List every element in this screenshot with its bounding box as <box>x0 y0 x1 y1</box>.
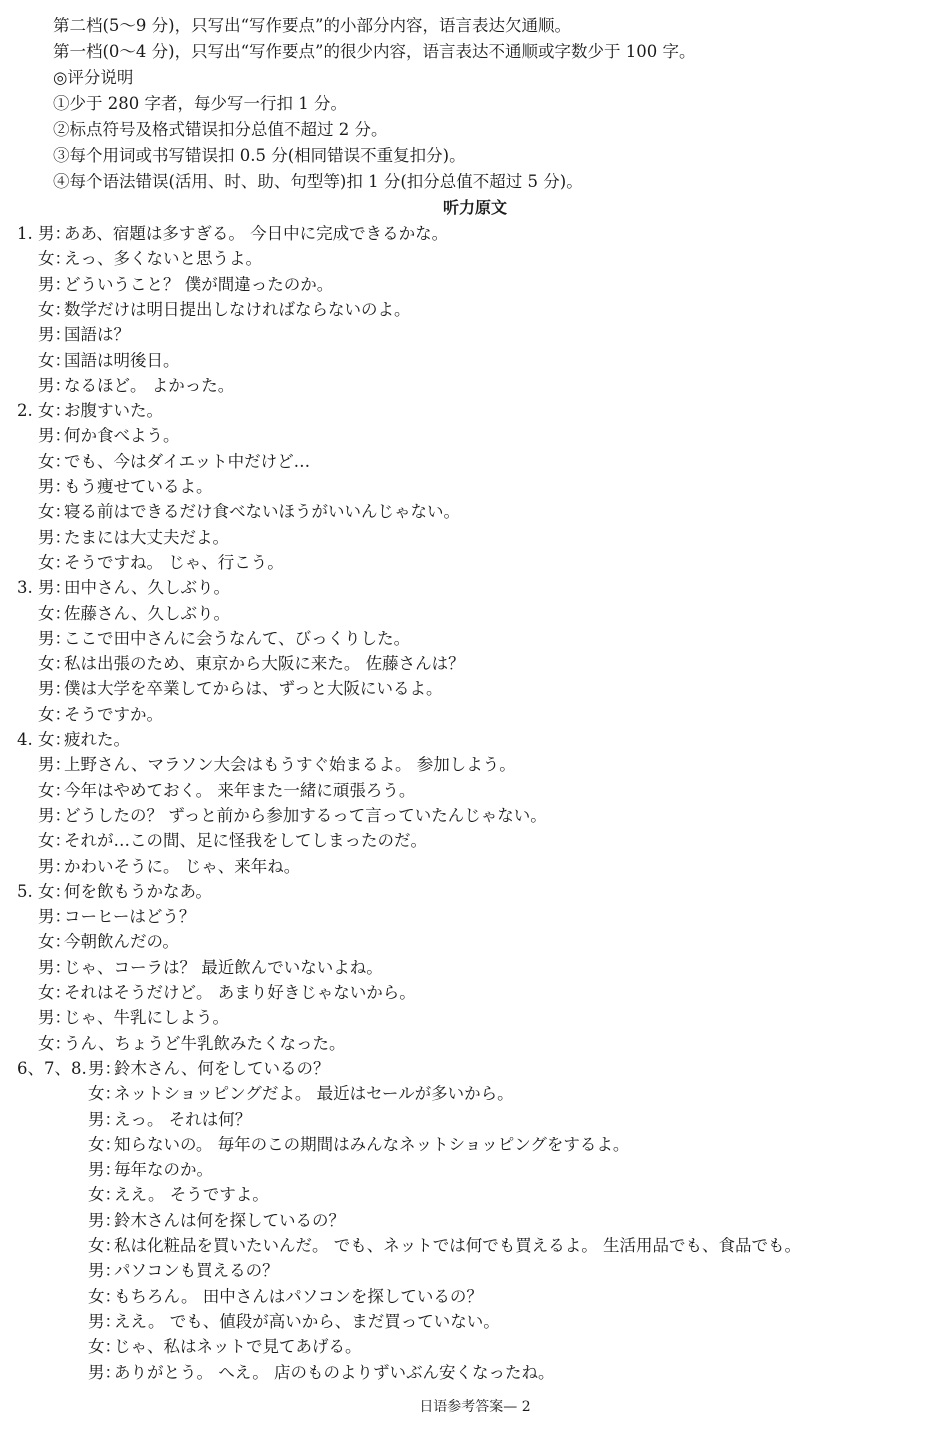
dialogue-line <box>0 628 950 650</box>
utterance-text: パソコンも買えるの？ <box>114 1261 279 1281</box>
utterance-text: そうですか。 <box>64 704 163 724</box>
dialogue-line <box>0 1286 950 1308</box>
utterance-text: 国語は明後日。 <box>64 350 180 370</box>
dialogue-line <box>0 1311 950 1333</box>
utterance-text: でも、今はダイエット中だけど… <box>64 451 311 471</box>
dialogue-line <box>0 552 950 574</box>
dialogue-line <box>0 425 950 447</box>
dialogue-line <box>0 1210 950 1232</box>
utterance-text: もちろん。 田中さんはパソコンを探しているの？ <box>114 1286 483 1306</box>
speaker-label: 男： <box>38 856 71 876</box>
dialogue-line <box>0 1083 950 1105</box>
scoring-tier-2: 第二档(5～9 分)，只写出“写作要点”的小部分内容，语言表达欠通顺。 <box>53 16 571 35</box>
speaker-label: 男： <box>88 1058 121 1078</box>
utterance-text: 疲れた。 <box>64 730 130 749</box>
dialogue-number: 2. <box>17 401 33 421</box>
speaker-label: 男： <box>38 679 71 699</box>
speaker-label: 女： <box>38 401 71 421</box>
utterance-text: 上野さん、マラソン大会はもうすぐ始まるよ。 参加しよう。 <box>64 755 516 775</box>
utterance-text: 鈴木さんは何を探しているの？ <box>114 1210 345 1230</box>
utterance-text: ええ。 そうですよ。 <box>114 1185 269 1205</box>
speaker-label: 男： <box>38 578 71 598</box>
utterance-text: それが…この間、足に怪我をしてしまったのだ。 <box>64 831 427 851</box>
speaker-label: 男： <box>38 527 71 547</box>
utterance-text: えっ。 それは何？ <box>114 1109 252 1129</box>
dialogue-line <box>0 754 950 776</box>
scoring-rule: ③每个用词或书写错误扣 0.5 分(相同错误不重复扣分)。 <box>53 146 466 165</box>
speaker-label: 女： <box>38 932 71 952</box>
speaker-label: 男： <box>88 1210 121 1230</box>
utterance-text: 寝る前はできるだけ食べないほうがいいんじゃない。 <box>64 502 460 522</box>
speaker-label: 女： <box>38 451 71 471</box>
dialogue-line <box>0 223 950 245</box>
speaker-label: 女： <box>88 1185 121 1205</box>
dialogue-line <box>0 780 950 802</box>
dialogue-line <box>0 1235 950 1257</box>
utterance-text: お腹すいた。 <box>64 401 163 421</box>
utterance-text: それはそうだけど。 あまり好きじゃないから。 <box>64 983 416 1002</box>
dialogue-line <box>0 603 950 625</box>
dialogue-number: 3. <box>17 578 33 598</box>
scoring-rule: ①少于 280 字者，每少写一行扣 1 分。 <box>53 94 347 113</box>
utterance-text: 私は出張のため、東京から大阪に来た。 佐藤さんは？ <box>64 654 465 674</box>
dialogue-line <box>0 1184 950 1206</box>
dialogue-line <box>0 881 950 903</box>
speaker-label: 男： <box>38 325 71 345</box>
utterance-text: どうしたの？ ずっと前から参加するって言っていたんじゃない。 <box>64 805 547 825</box>
speaker-label: 男： <box>88 1109 121 1129</box>
speaker-label: 女： <box>88 1286 121 1306</box>
speaker-label: 女： <box>88 1134 121 1154</box>
dialogue-line <box>0 476 950 498</box>
utterance-text: たまには大丈夫だよ。 <box>64 527 229 547</box>
speaker-label: 男： <box>38 224 71 243</box>
scoring-tier-1: 第一档(0～4 分)，只写出“写作要点”的很少内容，语言表达不通顺或字数少于 100 字。 <box>53 42 696 61</box>
speaker-label: 女： <box>88 1084 121 1104</box>
dialogue-line <box>0 577 950 599</box>
speaker-label: 男： <box>38 426 71 446</box>
utterance-text: ええ。 でも、値段が高いから、まだ買っていない。 <box>114 1311 500 1331</box>
utterance-text: 今朝飲んだの。 <box>64 932 179 952</box>
utterance-text: じゃ、私はネットで見てあげる。 <box>114 1337 362 1357</box>
dialogue-line <box>0 1159 950 1181</box>
utterance-text: ネットショッピングだよ。 最近はセールが多いから。 <box>114 1084 514 1104</box>
speaker-label: 女： <box>38 350 71 370</box>
utterance-text: ああ、宿題は多すぎる。 今日中に完成できるかな。 <box>64 224 449 243</box>
utterance-text: 僕は大学を卒業してからは、ずっと大阪にいるよ。 <box>64 679 443 699</box>
speaker-label: 女： <box>88 1236 121 1255</box>
utterance-text: 今年はやめておく。 来年また一緒に頑張ろう。 <box>64 780 416 800</box>
dialogue-number: 5. <box>17 881 33 901</box>
speaker-label: 女： <box>38 603 71 623</box>
dialogue-line <box>0 1260 950 1282</box>
scoring-rule: ②标点符号及格式错误扣分总值不超过 2 分。 <box>53 120 388 139</box>
utterance-text: 鈴木さん、何をしているの？ <box>114 1058 330 1078</box>
utterance-text: コーヒーはどう？ <box>64 907 196 927</box>
utterance-text: じゃ、牛乳にしよう。 <box>64 1008 229 1028</box>
utterance-text: かわいそうに。 じゃ、来年ね。 <box>64 856 301 876</box>
speaker-label: 男： <box>38 957 71 977</box>
utterance-text: どういうこと？ 僕が間違ったのか。 <box>64 274 334 294</box>
dialogue-line <box>0 324 950 346</box>
dialogue-line <box>0 1007 950 1029</box>
dialogue-line <box>0 299 950 321</box>
scoring-rule: ④每个语法错误(活用、时、助、句型等)扣 1 分(扣分总值不超过 5 分)。 <box>53 172 583 191</box>
dialogue-line <box>0 451 950 473</box>
utterance-text: ここで田中さんに会うなんて、びっくりした。 <box>64 628 411 648</box>
speaker-label: 男： <box>38 628 71 648</box>
speaker-label: 女： <box>38 299 71 319</box>
dialogue-line <box>0 931 950 953</box>
speaker-label: 男： <box>38 907 71 927</box>
dialogue-line <box>0 400 950 422</box>
utterance-text: 国語は？ <box>64 325 130 345</box>
dialogue-line <box>0 1033 950 1055</box>
dialogue-line <box>0 1134 950 1156</box>
dialogue-line <box>0 856 950 878</box>
utterance-text: ありがとう。 へえ。 店のものよりずいぶん安くなったね。 <box>114 1362 555 1382</box>
speaker-label: 男： <box>38 1008 71 1028</box>
utterance-text: うん、ちょうど牛乳飲みたくなった。 <box>64 1033 346 1053</box>
scoring-notes-heading: ◎评分说明 <box>53 68 134 87</box>
dialogue-line <box>0 1336 950 1358</box>
speaker-label: 女： <box>88 1337 121 1357</box>
utterance-text: 何か食べよう。 <box>64 426 180 446</box>
speaker-label: 女： <box>38 654 71 674</box>
dialogue-line <box>0 704 950 726</box>
dialogue-line <box>0 248 950 270</box>
speaker-label: 男： <box>38 375 71 395</box>
speaker-label: 男： <box>38 477 71 496</box>
dialogue-line <box>0 274 950 296</box>
speaker-label: 女： <box>38 1033 71 1053</box>
transcript-title: 听力原文 <box>442 198 507 217</box>
speaker-label: 女： <box>38 730 71 749</box>
speaker-label: 男： <box>88 1261 121 1281</box>
utterance-text: 何を飲もうかなあ。 <box>64 881 212 901</box>
utterance-text: 知らないの。 毎年のこの期間はみんなネットショッピングをするよ。 <box>114 1134 630 1154</box>
utterance-text: そうですね。 じゃ、行こう。 <box>64 552 284 572</box>
speaker-label: 男： <box>88 1160 121 1180</box>
utterance-text: もう痩せているよ。 <box>64 477 213 496</box>
dialogue-line <box>0 957 950 979</box>
dialogue-line <box>0 653 950 675</box>
dialogue-number: 1. <box>17 224 33 243</box>
speaker-label: 女： <box>38 502 71 522</box>
utterance-text: なるほど。 よかった。 <box>64 375 235 395</box>
dialogue-line <box>0 830 950 852</box>
speaker-label: 女： <box>38 831 71 851</box>
utterance-text: 数学だけは明日提出しなければならないのよ。 <box>64 299 411 319</box>
dialogue-line <box>0 729 950 751</box>
utterance-text: 田中さん、久しぶり。 <box>64 578 230 598</box>
dialogue-line <box>0 1058 950 1080</box>
speaker-label: 男： <box>38 755 71 775</box>
dialogue-line <box>0 527 950 549</box>
speaker-label: 女： <box>38 881 71 901</box>
dialogue-line <box>0 375 950 397</box>
speaker-label: 女： <box>38 704 71 724</box>
speaker-label: 女： <box>38 983 71 1002</box>
utterance-text: えっ、多くないと思うよ。 <box>64 249 262 269</box>
dialogue-line <box>0 805 950 827</box>
speaker-label: 女： <box>38 249 71 269</box>
dialogue-line <box>0 982 950 1004</box>
speaker-label: 男： <box>88 1362 121 1382</box>
dialogue-number: 4. <box>17 730 33 749</box>
speaker-label: 男： <box>38 805 71 825</box>
dialogue-line <box>0 350 950 372</box>
speaker-label: 男： <box>88 1311 121 1331</box>
dialogue-line <box>0 1362 950 1384</box>
dialogue-line <box>0 1109 950 1131</box>
dialogue-line <box>0 501 950 523</box>
dialogue-number: 6、7、8. <box>17 1058 87 1078</box>
speaker-label: 女： <box>38 780 71 800</box>
utterance-text: じゃ、コーラは？ 最近飲んでいないよね。 <box>64 957 383 977</box>
dialogue-line <box>0 678 950 700</box>
page-footer: 日语参考答案— 2 <box>419 1399 531 1415</box>
utterance-text: 私は化粧品を買いたいんだ。 でも、ネットでは何でも買えるよ。 生活用品でも、食品でも。 <box>114 1236 801 1255</box>
utterance-text: 佐藤さん、久しぶり。 <box>64 603 230 623</box>
utterance-text: 毎年なのか。 <box>114 1160 213 1180</box>
speaker-label: 女： <box>38 552 71 572</box>
dialogue-line <box>0 906 950 928</box>
speaker-label: 男： <box>38 274 71 294</box>
